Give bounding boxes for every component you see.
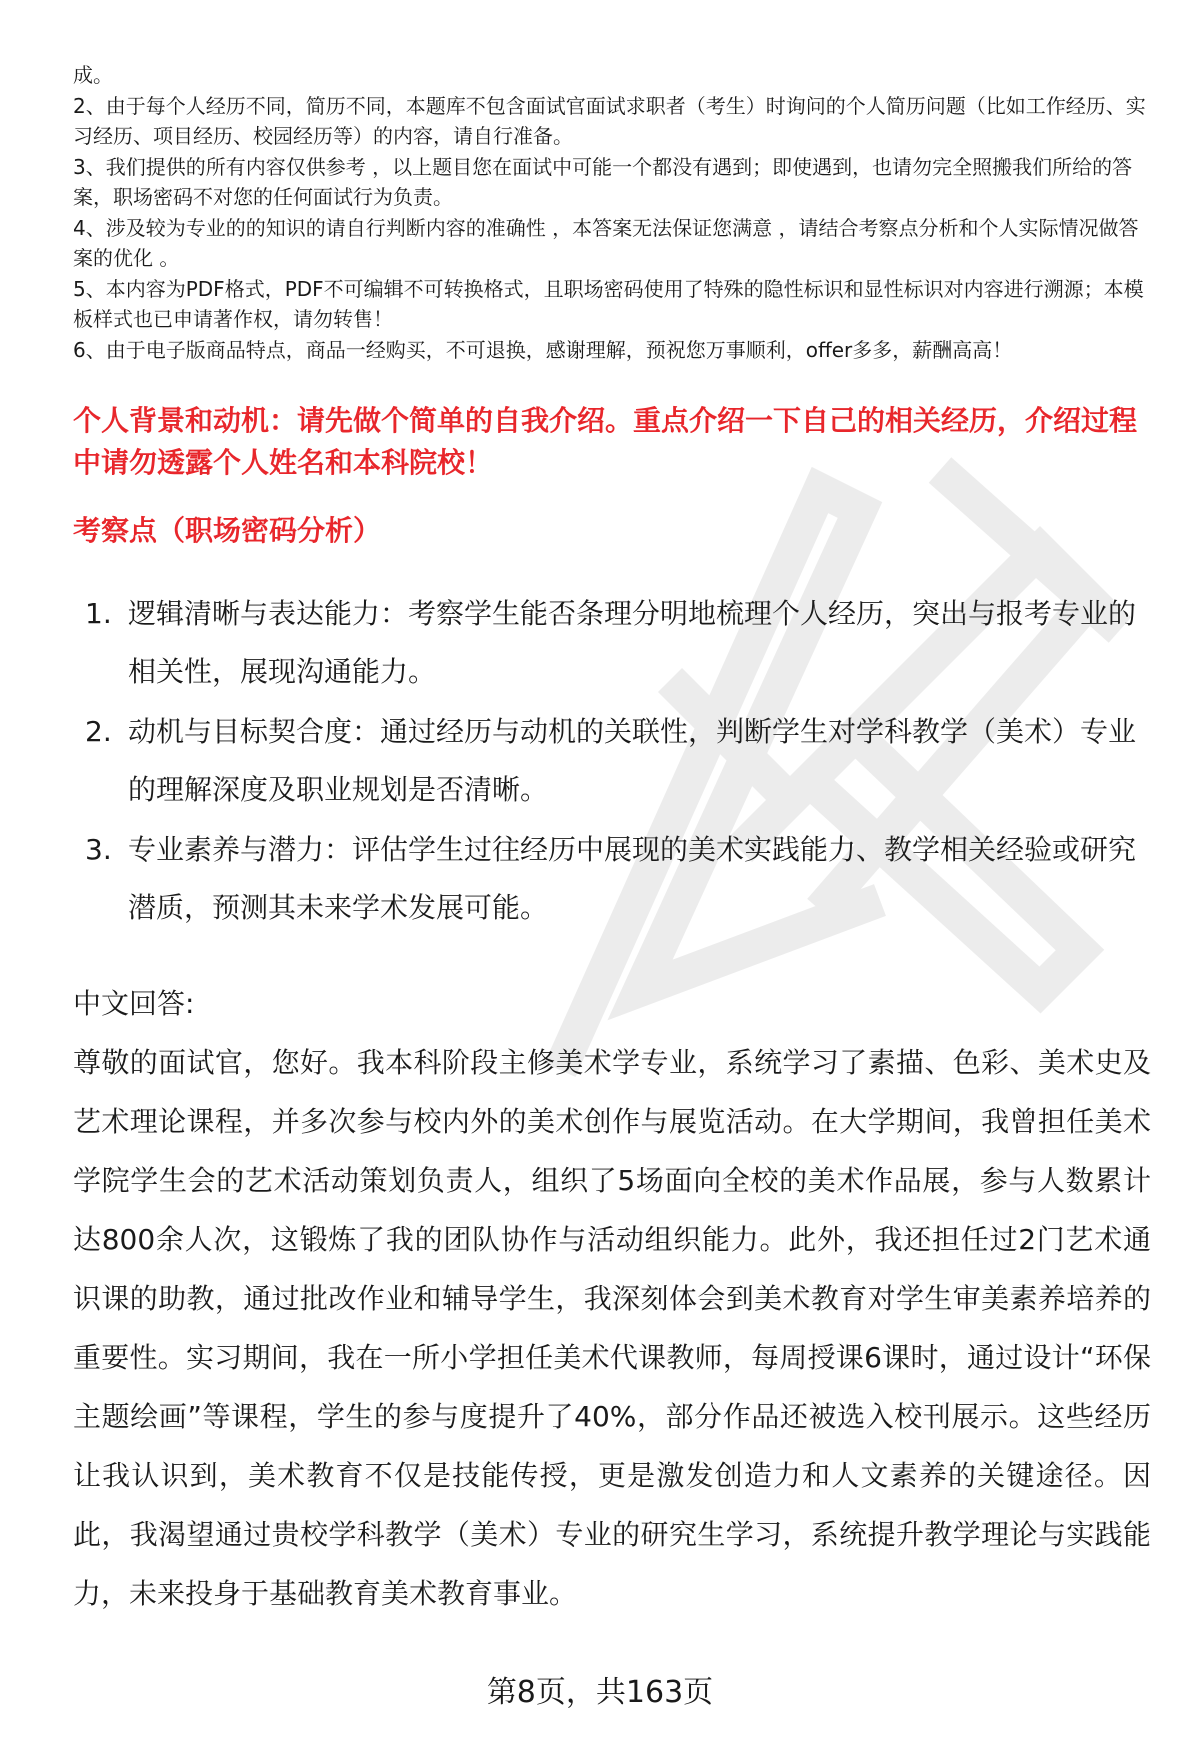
list-item xyxy=(85,585,1155,701)
disclaimer-notes xyxy=(73,60,1153,365)
note-line: 2、由于每个人经历不同，简历不同，本题库不包含面试官面试求职者（考生）时询问的个人简历问题（比如工作经历、实习经历、项目经历、校园经历等）的内容，请自行准备。 xyxy=(73,93,1146,148)
page-number-footer: 第8页，共163页 xyxy=(486,1675,714,1710)
note-line: 6、由于电子版商品特点，商品一经购买，不可退换，感谢理解，预祝您万事顺利，offer多多，薪酬高高！ xyxy=(73,337,1013,362)
note-line: 成。 xyxy=(73,63,113,87)
note-line: 4、涉及较为专业的的知识的请自行判断内容的准确性 ，本答案无法保证您满意 ，请结合考察点分析和个人实际情况做答案的优化 。 xyxy=(73,215,1139,270)
list-item-number: 1. xyxy=(85,597,112,630)
answer-label: 中文回答: xyxy=(73,987,195,1020)
interview-question: 个人背景和动机：请先做个简单的自我介绍。重点介绍一下自己的相关经历，介绍过程中请勿透露个人姓名和本科院校！ xyxy=(73,404,1138,479)
note-line: 3、我们提供的所有内容仅供参考 ，以上题目您在面试中可能一个都没有遇到；即使遇到，也请勿完全照搬我们所给的答案，职场密码不对您的任何面试行为负责。 xyxy=(73,154,1133,209)
list-item-text: 逻辑清晰与表达能力：考察学生能否条理分明地梳理个人经历，突出与报考专业的相关性，展现沟通能力。 xyxy=(128,597,1137,688)
analysis-section-title: 考察点（职场密码分析） xyxy=(73,514,382,547)
list-item-text: 专业素养与潜力：评估学生过往经历中展现的美术实践能力、教学相关经验或研究潜质，预测其未来学术发展可能。 xyxy=(128,833,1137,924)
list-item-number: 2. xyxy=(85,715,112,748)
list-item xyxy=(85,703,1155,819)
list-item-number: 3. xyxy=(85,833,112,866)
list-item-text: 动机与目标契合度：通过经历与动机的关联性，判断学生对学科教学（美术）专业的理解深度及职业规划是否清晰。 xyxy=(128,715,1137,806)
list-item xyxy=(85,821,1155,937)
answer-body: 尊敬的面试官，您好。我本科阶段主修美术学专业，系统学习了素描、色彩、美术史及艺术理论课程，并多次参与校内外的美术创作与展览活动。在大学期间，我曾担任美术学院学生会的艺术活动策划负责人，组织了5场面向全校的美术作品展，参与人数累计达800余人次，这锻炼了我的团队协作与活动组织能力。此外，我还担任过2门艺术通识课的助教，通过批改作业和辅导学生，我深刻体会到美术教育对学生审美素养培养的重要性。实习期间，我在一所小学担任美术代课教师，每周授课6课时，通过设计“环保主题绘画”等课程，学生的参与度提升了40%，部分作品还被选入校刊展示。这些经历让我认识到，美术教育不仅是技能传授，更是激发创造力和人文素养的关键途径。因此，我渴望通过贵校学科教学（美术）专业的研究生学习，系统提升教学理论与实践能力，未来投身于基础教育美术教育事业。 xyxy=(73,1046,1151,1610)
note-line: 5、本内容为PDF格式，PDF不可编辑不可转换格式，且职场密码使用了特殊的隐性标识和显性标识对内容进行溯源；本模板样式也已申请著作权，请勿转售！ xyxy=(73,276,1144,331)
analysis-points-list xyxy=(85,585,1155,939)
